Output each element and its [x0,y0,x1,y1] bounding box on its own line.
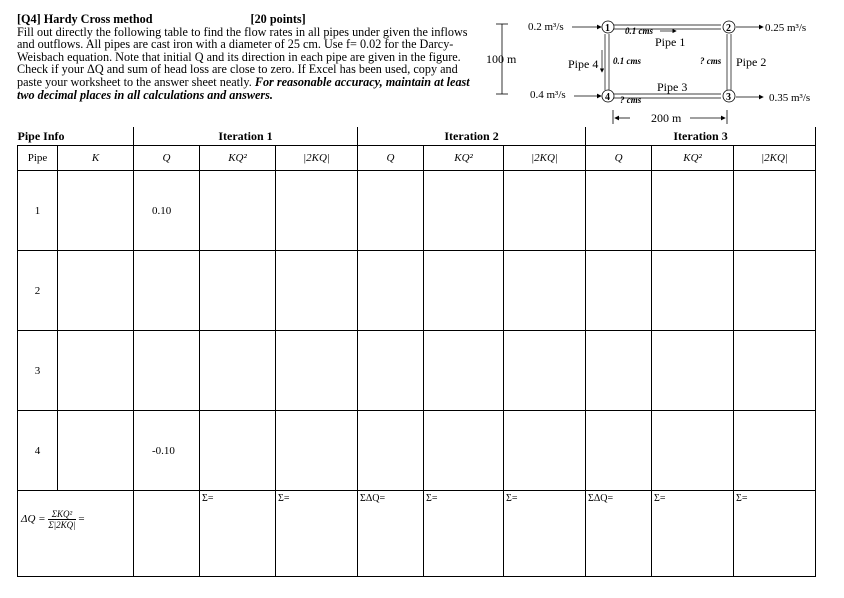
table-row [18,411,816,491]
cell-q-initial[interactable]: 0.10 [134,171,200,251]
sum-2kq-1[interactable]: Σ= [276,491,358,577]
cell[interactable] [504,331,586,411]
col-q-2: Q [358,146,424,171]
cell[interactable] [734,251,816,331]
summary-row [18,491,816,577]
cell[interactable] [276,411,358,491]
cell[interactable] [652,171,734,251]
cell[interactable] [586,251,652,331]
cell[interactable] [358,171,424,251]
group-iteration-3: Iteration 3 [586,127,816,146]
delta-q-fraction [48,509,75,530]
cell[interactable] [424,171,504,251]
cell[interactable] [586,171,652,251]
cell[interactable] [276,171,358,251]
col-kq2-3: KQ² [652,146,734,171]
cell[interactable] [276,331,358,411]
col-2kq-1: |2KQ| [276,146,358,171]
cell[interactable] [734,331,816,411]
outflow-node2-label: 0.25 m³/s [765,22,807,34]
cell-q-initial[interactable] [134,331,200,411]
sum-dq-1[interactable]: ΣΔQ= [358,491,424,577]
pipe-number: 4 [18,411,58,491]
col-2kq-2: |2KQ| [504,146,586,171]
cell[interactable] [424,331,504,411]
height-label: 100 m [486,52,517,66]
col-kq2-1: KQ² [200,146,276,171]
cell[interactable] [504,411,586,491]
formula-numerator: ΣKQ² [48,509,75,520]
cell[interactable] [734,171,816,251]
question-emphasis: For reasonable accuracy, maintain at least two decimal places in all calculations and answers. [17,74,470,102]
cell[interactable] [652,251,734,331]
inflow-node1-label: 0.2 m³/s [528,21,564,33]
pipe1-flow-label: 0.1 cms [625,26,653,36]
pipe4-label: Pipe 4 [568,57,599,71]
sum-2kq-2[interactable]: Σ= [504,491,586,577]
table-row [18,331,816,411]
cell[interactable] [358,251,424,331]
cell[interactable] [424,251,504,331]
cell-k[interactable] [58,411,134,491]
cell[interactable] [586,331,652,411]
cell-k[interactable] [58,171,134,251]
col-2kq-3: |2KQ| [734,146,816,171]
cell[interactable] [200,331,276,411]
width-label: 200 m [651,111,682,125]
pipe3-label: Pipe 3 [657,80,688,94]
sum-kq2-3[interactable]: Σ= [652,491,734,577]
col-k: K [58,146,134,171]
cell[interactable] [734,411,816,491]
question-text [17,13,472,101]
group-iteration-1: Iteration 1 [134,127,358,146]
cell[interactable] [504,251,586,331]
cell[interactable] [200,251,276,331]
delta-q-label: ΔQ = [21,513,46,526]
col-q-3: Q [586,146,652,171]
cell-q-initial[interactable] [134,251,200,331]
cell[interactable] [586,411,652,491]
svg-text:1: 1 [605,23,610,34]
pipe-number: 2 [18,251,58,331]
cell-k[interactable] [58,331,134,411]
svg-text:4: 4 [605,92,610,103]
sum-2kq-3[interactable]: Σ= [734,491,816,577]
cell[interactable] [276,251,358,331]
inflow-node4-label: 0.4 m³/s [530,89,566,101]
col-pipe: Pipe [18,146,58,171]
cell[interactable] [652,331,734,411]
group-iteration-2: Iteration 2 [358,127,586,146]
question-title: [Q4] Hardy Cross method [17,12,153,26]
pipe2-flow-label: ? cms [700,56,722,66]
sum-dq-2[interactable]: ΣΔQ= [586,491,652,577]
cell[interactable] [652,411,734,491]
pipe4-flow-label: 0.1 cms [613,56,641,66]
question-points: [20 points] [250,12,306,26]
question-body: Fill out directly the following table to find the flow rates in all pipes under given the inflows and outflows. All pipes are cast iron with a diameter of 25 cm. Use f= 0.02 for the Darcy-Weisbach equation. Note that initial Q and its direction in each pipe are given in the figure. Check if your ΔQ and sum of head loss are close to zero. If Excel has been used, copy and paste your worksheet to the answer sheet neatly. [17,24,468,89]
pipe1-label: Pipe 1 [655,35,686,49]
cell-k[interactable] [58,251,134,331]
cell-q-initial[interactable]: -0.10 [134,411,200,491]
hardy-cross-table [17,127,816,577]
col-kq2-2: KQ² [424,146,504,171]
cell[interactable] [358,331,424,411]
pipe3-flow-label: ? cms [620,95,642,105]
group-pipe-info: Pipe Info [18,127,134,146]
svg-text:3: 3 [726,92,731,103]
delta-q-formula [18,491,134,577]
svg-text:2: 2 [726,23,731,34]
cell[interactable] [504,171,586,251]
table-row [18,251,816,331]
cell[interactable] [424,411,504,491]
outflow-node3-label: 0.35 m³/s [769,92,811,104]
formula-equals: = [78,513,85,526]
cell[interactable] [200,411,276,491]
sum-kq2-1[interactable]: Σ= [200,491,276,577]
pipe-number: 3 [18,331,58,411]
pipe-number: 1 [18,171,58,251]
pipe-network-diagram [480,12,840,132]
formula-denominator: Σ|2KQ| [48,520,76,530]
cell[interactable] [358,411,424,491]
sum-kq2-2[interactable]: Σ= [424,491,504,577]
table-row [18,171,816,251]
cell[interactable] [134,491,200,577]
cell[interactable] [200,171,276,251]
col-q-1: Q [134,146,200,171]
pipe2-label: Pipe 2 [736,55,767,69]
